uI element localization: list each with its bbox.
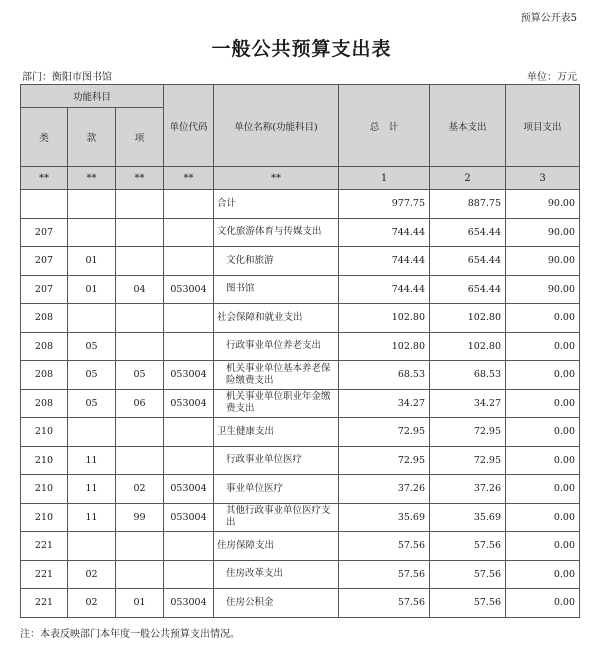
cell-name: 合计 (214, 190, 339, 219)
cell-unit-code (164, 446, 214, 475)
cell-unit-code (164, 532, 214, 561)
header-function-subject: 功能科目 (21, 85, 164, 108)
cell-basic: 68.53 (430, 361, 506, 390)
cell-lei: 207 (21, 247, 68, 276)
cell-lei: 207 (21, 275, 68, 304)
cell-total: 744.44 (339, 218, 430, 247)
table-row (21, 446, 580, 475)
cell-xiang (116, 190, 164, 219)
table-row (21, 332, 580, 361)
cell-name: 社会保障和就业支出 (214, 304, 339, 333)
unit-label: 单位：万元 (527, 72, 577, 83)
cell-lei: 210 (21, 446, 68, 475)
marker-name: ** (214, 167, 339, 190)
marker-xiang: ** (116, 167, 164, 190)
cell-project: 0.00 (506, 475, 580, 504)
table-row (21, 247, 580, 276)
table-row (21, 389, 580, 418)
cell-lei: 210 (21, 475, 68, 504)
header-total: 总 计 (339, 85, 430, 167)
cell-project: 0.00 (506, 532, 580, 561)
cell-basic: 887.75 (430, 190, 506, 219)
cell-basic: 37.26 (430, 475, 506, 504)
cell-name: 文化和旅游 (214, 247, 339, 276)
cell-project: 90.00 (506, 218, 580, 247)
index-basic: 2 (430, 167, 506, 190)
cell-kuan: 11 (68, 446, 116, 475)
budget-table (20, 84, 580, 618)
cell-basic: 102.80 (430, 332, 506, 361)
cell-kuan: 05 (68, 389, 116, 418)
cell-kuan: 01 (68, 247, 116, 276)
cell-basic: 102.80 (430, 304, 506, 333)
cell-unit-code: 053004 (164, 589, 214, 618)
cell-basic: 72.95 (430, 418, 506, 447)
table-row (21, 218, 580, 247)
cell-xiang (116, 560, 164, 589)
cell-unit-code (164, 418, 214, 447)
cell-project: 0.00 (506, 446, 580, 475)
cell-kuan (68, 190, 116, 219)
header-basic-expenditure: 基本支出 (430, 85, 506, 167)
cell-basic: 57.56 (430, 560, 506, 589)
cell-xiang: 04 (116, 275, 164, 304)
cell-lei: 208 (21, 332, 68, 361)
cell-unit-code (164, 247, 214, 276)
cell-kuan: 11 (68, 503, 116, 532)
cell-kuan: 01 (68, 275, 116, 304)
cell-total: 977.75 (339, 190, 430, 219)
cell-basic: 57.56 (430, 589, 506, 618)
cell-lei (21, 190, 68, 219)
cell-kuan: 02 (68, 589, 116, 618)
cell-total: 37.26 (339, 475, 430, 504)
cell-name: 住房保障支出 (214, 532, 339, 561)
header-unit-name: 单位名称(功能科目) (214, 85, 339, 167)
cell-kuan (68, 418, 116, 447)
cell-name: 事业单位医疗 (214, 475, 339, 504)
header-project-expenditure: 项目支出 (506, 85, 580, 167)
cell-total: 34.27 (339, 389, 430, 418)
cell-total: 102.80 (339, 304, 430, 333)
cell-project: 0.00 (506, 418, 580, 447)
cell-xiang (116, 332, 164, 361)
cell-total: 57.56 (339, 589, 430, 618)
department-label: 部门：衡阳市图书馆 (22, 72, 112, 83)
index-project: 3 (506, 167, 580, 190)
cell-lei: 210 (21, 418, 68, 447)
table-number-label: 预算公开表5 (520, 13, 577, 24)
cell-project: 0.00 (506, 589, 580, 618)
cell-name: 机关事业单位基本养老保险缴费支出 (214, 361, 339, 390)
header-lei: 类 (21, 108, 68, 167)
header-xiang: 项 (116, 108, 164, 167)
cell-unit-code: 053004 (164, 389, 214, 418)
cell-name: 住房改革支出 (214, 560, 339, 589)
cell-basic: 57.56 (430, 532, 506, 561)
cell-project: 0.00 (506, 503, 580, 532)
table-row (21, 275, 580, 304)
cell-xiang: 01 (116, 589, 164, 618)
cell-name: 其他行政事业单位医疗支出 (214, 503, 339, 532)
cell-basic: 654.44 (430, 247, 506, 276)
cell-total: 102.80 (339, 332, 430, 361)
cell-total: 744.44 (339, 247, 430, 276)
table-row (21, 589, 580, 618)
table-row (21, 418, 580, 447)
cell-unit-code (164, 304, 214, 333)
cell-basic: 35.69 (430, 503, 506, 532)
table-row (21, 475, 580, 504)
cell-total: 35.69 (339, 503, 430, 532)
cell-unit-code: 053004 (164, 275, 214, 304)
cell-lei: 208 (21, 361, 68, 390)
cell-unit-code: 053004 (164, 361, 214, 390)
cell-unit-code: 053004 (164, 503, 214, 532)
table-row (21, 532, 580, 561)
marker-lei: ** (21, 167, 68, 190)
cell-xiang (116, 446, 164, 475)
cell-project: 90.00 (506, 247, 580, 276)
cell-project: 90.00 (506, 190, 580, 219)
cell-total: 57.56 (339, 532, 430, 561)
cell-project: 90.00 (506, 275, 580, 304)
cell-name: 机关事业单位职业年金缴费支出 (214, 389, 339, 418)
cell-lei: 208 (21, 304, 68, 333)
cell-lei: 221 (21, 589, 68, 618)
cell-unit-code (164, 332, 214, 361)
cell-name: 住房公积金 (214, 589, 339, 618)
cell-kuan: 02 (68, 560, 116, 589)
cell-total: 57.56 (339, 560, 430, 589)
cell-kuan (68, 532, 116, 561)
cell-basic: 34.27 (430, 389, 506, 418)
cell-kuan (68, 304, 116, 333)
cell-xiang: 05 (116, 361, 164, 390)
cell-project: 0.00 (506, 361, 580, 390)
cell-name: 图书馆 (214, 275, 339, 304)
table-row (21, 304, 580, 333)
cell-xiang (116, 304, 164, 333)
cell-project: 0.00 (506, 304, 580, 333)
table-row (21, 190, 580, 219)
index-total: 1 (339, 167, 430, 190)
cell-xiang: 99 (116, 503, 164, 532)
cell-xiang: 02 (116, 475, 164, 504)
cell-unit-code (164, 560, 214, 589)
table-row (21, 361, 580, 390)
cell-xiang (116, 218, 164, 247)
header-unit-code: 单位代码 (164, 85, 214, 167)
cell-kuan: 05 (68, 361, 116, 390)
cell-kuan: 05 (68, 332, 116, 361)
cell-kuan: 11 (68, 475, 116, 504)
cell-xiang (116, 247, 164, 276)
cell-project: 0.00 (506, 560, 580, 589)
table-row (21, 560, 580, 589)
cell-basic: 654.44 (430, 218, 506, 247)
cell-name: 卫生健康支出 (214, 418, 339, 447)
cell-name: 行政事业单位养老支出 (214, 332, 339, 361)
cell-xiang (116, 418, 164, 447)
cell-unit-code: 053004 (164, 475, 214, 504)
page-title: 一般公共预算支出表 (211, 38, 392, 60)
cell-project: 0.00 (506, 389, 580, 418)
table-body (21, 190, 580, 618)
marker-code: ** (164, 167, 214, 190)
table-row (21, 503, 580, 532)
cell-lei: 221 (21, 560, 68, 589)
cell-total: 68.53 (339, 361, 430, 390)
cell-lei: 221 (21, 532, 68, 561)
cell-unit-code (164, 190, 214, 219)
cell-xiang: 06 (116, 389, 164, 418)
footnote: 注：本表反映部门本年度一般公共预算支出情况。 (20, 629, 240, 640)
cell-lei: 208 (21, 389, 68, 418)
cell-name: 行政事业单位医疗 (214, 446, 339, 475)
cell-kuan (68, 218, 116, 247)
cell-basic: 654.44 (430, 275, 506, 304)
cell-total: 72.95 (339, 446, 430, 475)
cell-lei: 210 (21, 503, 68, 532)
cell-xiang (116, 532, 164, 561)
cell-lei: 207 (21, 218, 68, 247)
marker-kuan: ** (68, 167, 116, 190)
cell-name: 文化旅游体育与传媒支出 (214, 218, 339, 247)
cell-total: 72.95 (339, 418, 430, 447)
cell-basic: 72.95 (430, 446, 506, 475)
cell-project: 0.00 (506, 332, 580, 361)
cell-unit-code (164, 218, 214, 247)
cell-total: 744.44 (339, 275, 430, 304)
header-kuan: 款 (68, 108, 116, 167)
